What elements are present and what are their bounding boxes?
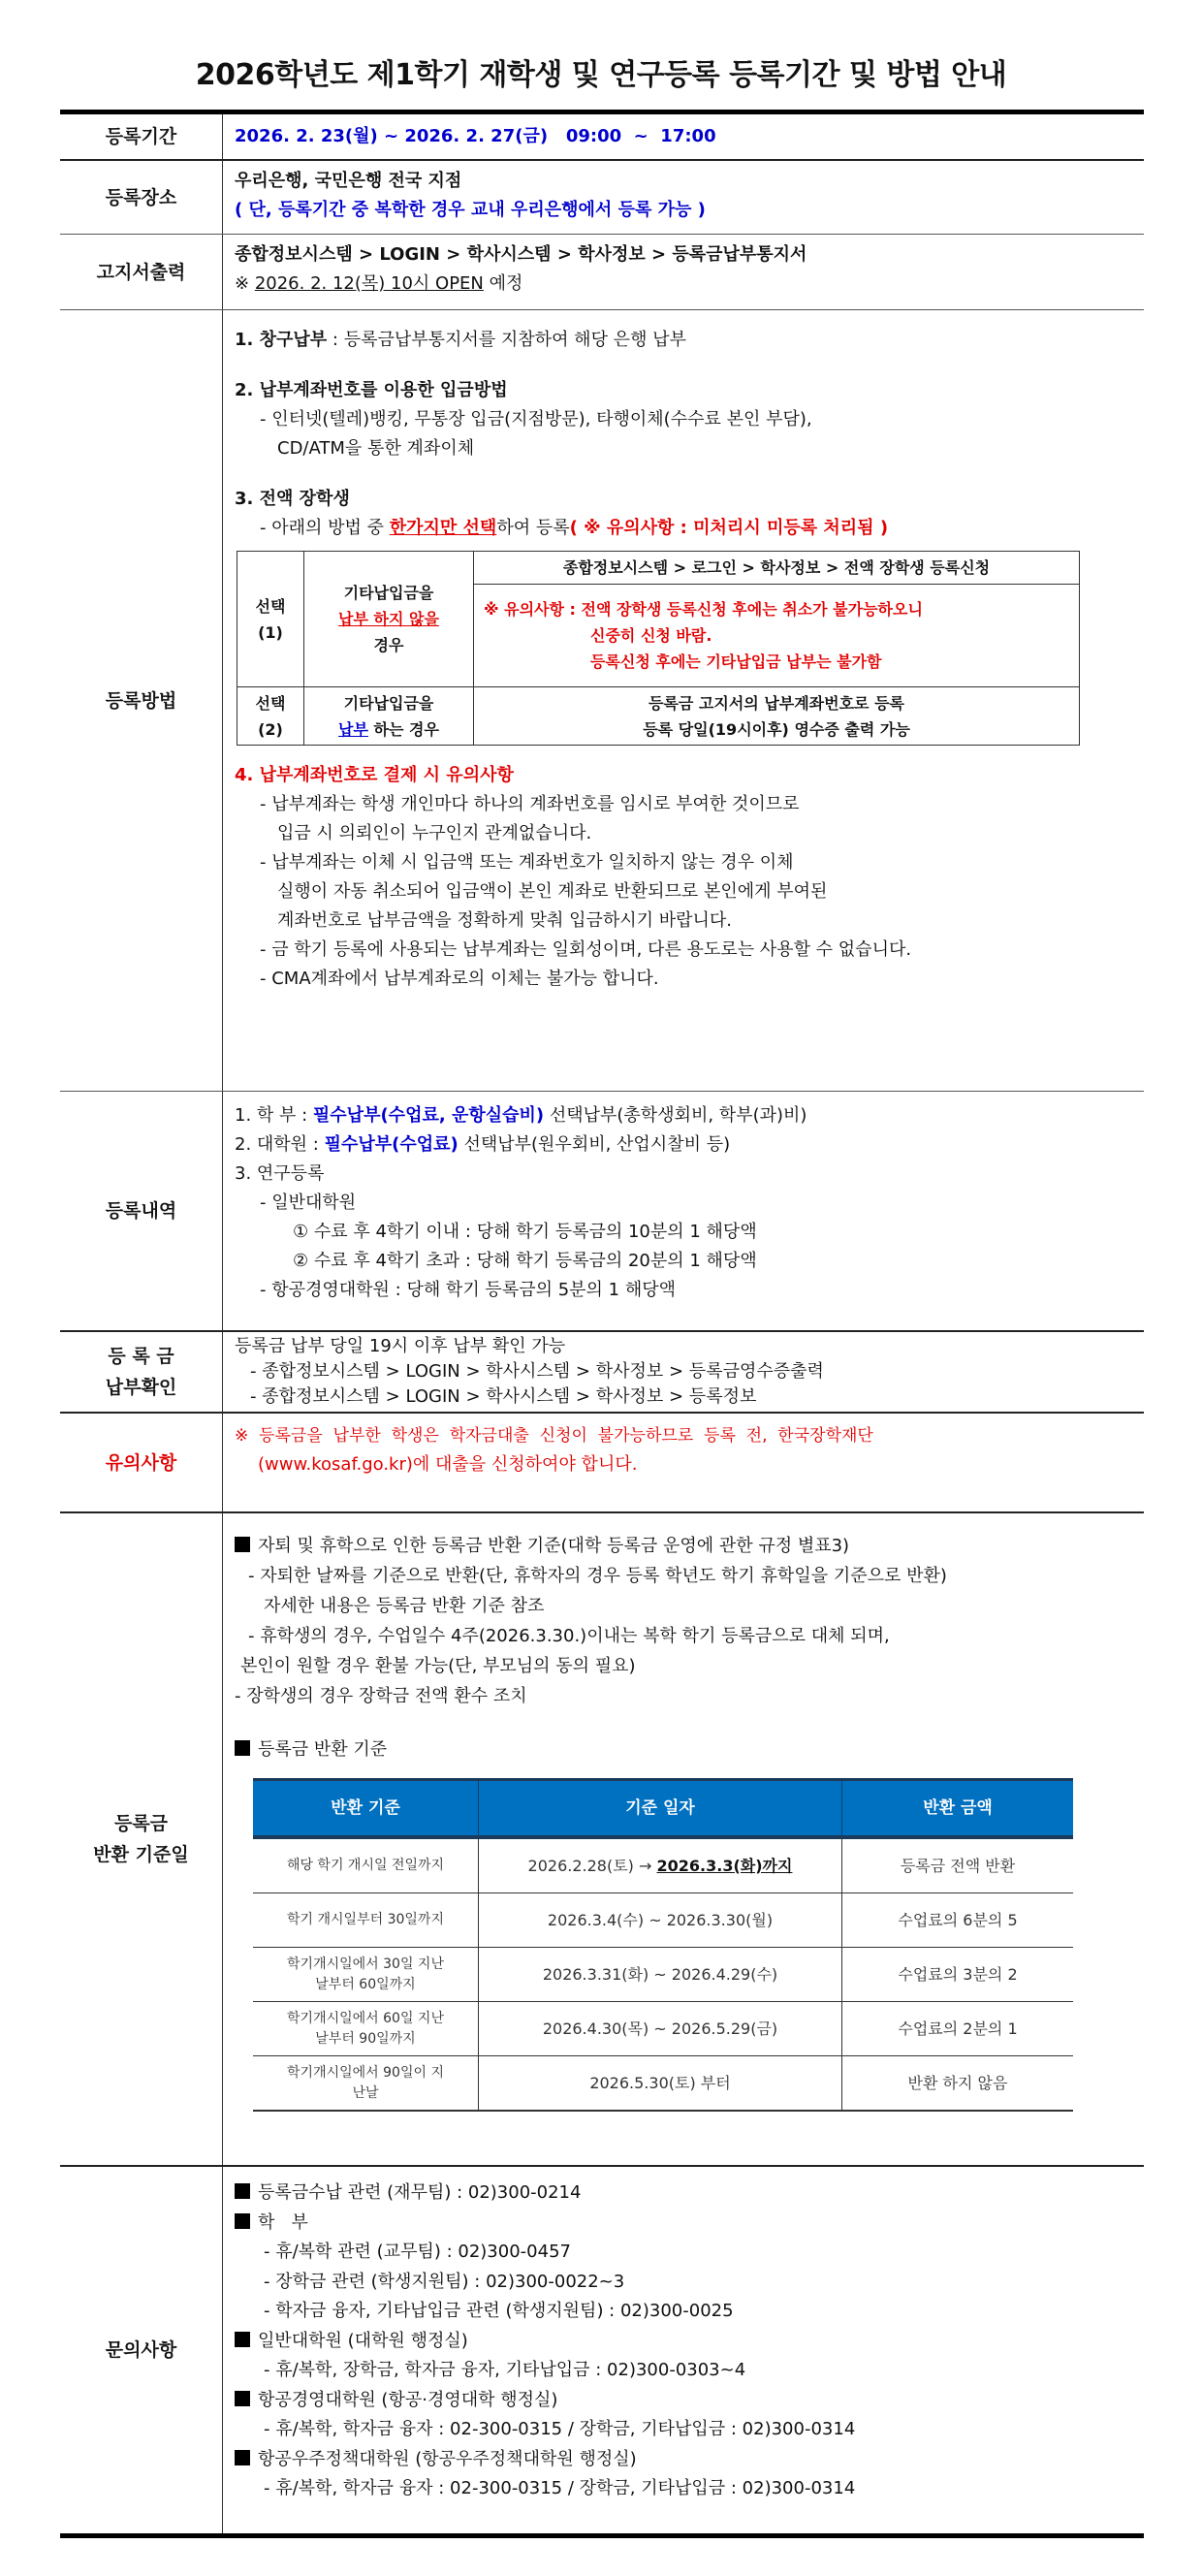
method-item3-line: - 아래의 방법 중 한가지만 선택하여 등록( ※ 유의사항 : 미처리시 미등록 처리됨 ) <box>260 518 889 538</box>
contact-item: 등록금수납 관련 (재무팀) : 02)300-0214 <box>235 2178 1144 2209</box>
refund-line: - 자퇴한 날짜를 기준으로 반환(단, 휴학자의 경우 등록 학년도 학기 휴학일을 기준으로 반환) <box>248 1566 947 1586</box>
method-item1: 1. 창구납부 : 등록금납부통지서를 지참하여 해당 은행 납부 <box>235 330 686 350</box>
method-item4-head: 4. 납부계좌번호로 결제 시 유의사항 <box>235 765 514 785</box>
row-contact <box>60 2165 1144 2533</box>
square-bullet-icon <box>235 2332 250 2347</box>
row-caution <box>60 1412 1144 1511</box>
contact-item: 항공우주정책대학원 (항공우주정책대학원 행정실) <box>235 2445 1144 2475</box>
notice-print-note: ※ 2026. 2. 12(목) 10시 OPEN 예정 <box>235 273 523 294</box>
details-line: - 일반대학원 <box>260 1193 357 1213</box>
row-place <box>60 159 1144 234</box>
method-item4-line: 입금 시 의뢰인이 누구인지 관계없습니다. <box>277 823 592 843</box>
refund-head2: 등록금 반환 기준 <box>235 1734 1144 1765</box>
confirm-line1: 등록금 납부 당일 19시 이후 납부 확인 가능 <box>235 1336 566 1356</box>
method-label: 등록방법 <box>60 310 223 1091</box>
refund-line: 본인이 원할 경우 환불 가능(단, 부모님의 동의 필요) <box>240 1656 636 1676</box>
method-item4-line: 계좌번호로 납부금액을 정확하게 맞춰 입금하시기 바랍니다. <box>277 910 733 931</box>
refund-table <box>253 1778 1073 2112</box>
confirm-label: 등 록 금 납부확인 <box>60 1332 223 1412</box>
square-bullet-icon <box>235 1740 250 1756</box>
confirm-line3: - 종합정보시스템 > LOGIN > 학사시스템 > 학사정보 > 등록정보 <box>250 1386 757 1407</box>
contact-label: 문의사항 <box>60 2167 223 2533</box>
place-line2: ( 단, 등록기간 중 복학한 경우 교내 우리은행에서 등록 가능 ) <box>235 200 706 220</box>
method-item2-head: 2. 납부계좌번호를 이용한 입금방법 <box>235 380 508 400</box>
scholarship-options-table <box>237 551 1080 746</box>
option2-condition: 기타납입금을 납부 하는 경우 <box>304 687 474 746</box>
details-line: 2. 대학원 : 필수납부(수업료) 선택납부(원우회비, 산업시찰비 등) <box>235 1134 731 1155</box>
refund-label: 등록금 반환 기준일 <box>60 1513 223 2165</box>
option1-select: 선택 (1) <box>237 552 304 687</box>
method-item4-line: - 납부계좌는 학생 개인마다 하나의 계좌번호를 임시로 부여한 것이므로 <box>260 794 800 814</box>
row-method <box>60 309 1144 1091</box>
refund-line: - 장학생의 경우 장학금 전액 환수 조치 <box>235 1686 527 1706</box>
method-item4-line: - 납부계좌는 이체 시 입금액 또는 계좌번호가 일치하지 않는 경우 이체 <box>260 852 794 873</box>
square-bullet-icon <box>235 2213 250 2229</box>
table-row: 해당 학기 개시일 전일까지 2026.2.28(토) → 2026.3.3(화)까지 등록금 전액 반환 <box>253 1837 1073 1893</box>
method-item4-line: 실행이 자동 취소되어 입금액이 본인 계좌로 반환되므로 본인에게 부여된 <box>277 881 828 902</box>
contact-item: 일반대학원 (대학원 행정실) <box>235 2327 1144 2357</box>
page-title: 2026학년도 제1학기 재학생 및 연구등록 등록기간 및 방법 안내 <box>195 58 1007 92</box>
square-bullet-icon <box>235 1537 250 1552</box>
place-label: 등록장소 <box>60 161 223 234</box>
contact-item: - 휴/복학 관련 (교무팀) : 02)300-0457 <box>264 2242 571 2262</box>
row-notice-print <box>60 234 1144 309</box>
method-item4-line: - 금 학기 등록에 사용되는 납부계좌는 일회성이며, 다른 용도로는 사용할 수 없습니다. <box>260 939 912 960</box>
row-confirm <box>60 1330 1144 1412</box>
caution-line1: ※ 등록금을 납부한 학생은 학자금대출 신청이 불가능하므로 등록 전, 한국장학재단 <box>235 1426 873 1446</box>
square-bullet-icon <box>235 2391 250 2406</box>
refund-head1: 자퇴 및 휴학으로 인한 등록금 반환 기준(대학 등록금 운영에 관한 규정 별표3) <box>235 1531 1144 1561</box>
contact-item: - 휴/복학, 학자금 융자 : 02-300-0315 / 장학금, 기타납입금 : 02)300-0314 <box>264 2419 856 2439</box>
option1-warning: ※ 유의사항 : 전액 장학생 등록신청 후에는 취소가 불가능하오니 신중히 신청 바람. 등록신청 후에는 기타납입금 납부는 불가함 <box>474 585 1080 687</box>
refund-line: - 휴학생의 경우, 수업일수 4주(2026.3.30.)이내는 복학 학기 등록금으로 대체 되며, <box>248 1626 890 1646</box>
square-bullet-icon <box>235 2450 250 2465</box>
option2-desc: 등록금 고지서의 납부계좌번호로 등록 등록 당일(19시이후) 영수증 출력 가능 <box>474 687 1080 746</box>
caution-line2: (www.kosaf.go.kr)에 대출을 신청하여야 합니다. <box>258 1454 638 1475</box>
refund-col-header: 반환 금액 <box>842 1780 1074 1838</box>
contact-item: - 휴/복학, 학자금 융자 : 02-300-0315 / 장학금, 기타납입금 : 02)300-0314 <box>264 2478 856 2498</box>
details-line: ① 수료 후 4학기 이내 : 당해 학기 등록금의 10분의 1 해당액 <box>293 1222 757 1242</box>
contact-item: - 장학금 관련 (학생지원팀) : 02)300-0022~3 <box>264 2271 625 2292</box>
method-item2-line2: CD/ATM을 통한 계좌이체 <box>277 438 475 459</box>
period-value: 2026. 2. 23(월) ~ 2026. 2. 27(금) 09:00 ~ 17:00 <box>235 126 716 146</box>
info-table <box>60 110 1144 2538</box>
confirm-line2: - 종합정보시스템 > LOGIN > 학사시스템 > 학사정보 > 등록금영수증출력 <box>250 1361 824 1382</box>
option1-condition: 기타납입금을 납부 하지 않을 경우 <box>304 552 474 687</box>
table-row: 학기개시일에서 90일이 지난날 2026.5.30(토) 부터 반환 하지 않음 <box>253 2056 1073 2112</box>
square-bullet-icon <box>235 2183 250 2199</box>
refund-col-header: 반환 기준 <box>253 1780 479 1838</box>
period-label: 등록기간 <box>60 114 223 159</box>
details-line: - 항공경영대학원 : 당해 학기 등록금의 5분의 1 해당액 <box>260 1280 676 1300</box>
row-period <box>60 114 1144 159</box>
method-item2-line1: - 인터넷(텔레)뱅킹, 무통장 입금(지점방문), 타행이체(수수료 본인 부담), <box>260 409 812 429</box>
details-line: 1. 학 부 : 필수납부(수업료, 운항실습비) 선택납부(총학생회비, 학부(과)비) <box>235 1105 807 1126</box>
notice-print-path: 종합정보시스템 > LOGIN > 학사시스템 > 학사정보 > 등록금납부통지서 <box>235 244 807 265</box>
details-line: ② 수료 후 4학기 초과 : 당해 학기 등록금의 20분의 1 해당액 <box>293 1251 757 1271</box>
option2-select: 선택 (2) <box>237 687 304 746</box>
place-line1: 우리은행, 국민은행 전국 지점 <box>235 171 462 191</box>
method-item3-head: 3. 전액 장학생 <box>235 489 350 509</box>
contact-item: - 학자금 융자, 기타납입금 관련 (학생지원팀) : 02)300-0025 <box>264 2301 734 2321</box>
refund-col-header: 기준 일자 <box>479 1780 842 1838</box>
contact-item: 항공경영대학원 (항공·경영대학 행정실) <box>235 2386 1144 2416</box>
details-line: 3. 연구등록 <box>235 1163 325 1184</box>
table-row: 학기 개시일부터 30일까지 2026.3.4(수) ~ 2026.3.30(월) 수업료의 6분의 5 <box>253 1893 1073 1948</box>
details-label: 등록내역 <box>60 1092 223 1330</box>
refund-line: 자세한 내용은 등록금 반환 기준 참조 <box>264 1596 545 1616</box>
row-details <box>60 1091 1144 1330</box>
table-row: 학기개시일에서 60일 지난날부터 90일까지 2026.4.30(목) ~ 2026.5.29(금) 수업료의 2분의 1 <box>253 2002 1073 2056</box>
contact-item: - 휴/복학, 장학금, 학자금 융자, 기타납입금 : 02)300-0303~4 <box>264 2360 746 2380</box>
caution-label: 유의사항 <box>60 1414 223 1511</box>
row-refund <box>60 1511 1144 2165</box>
option1-path: 종합정보시스템 > 로그인 > 학사정보 > 전액 장학생 등록신청 <box>474 552 1080 585</box>
contact-item: 학 부 <box>235 2209 1144 2239</box>
table-row: 학기개시일에서 30일 지난날부터 60일까지 2026.3.31(화) ~ 2026.4.29(수) 수업료의 3분의 2 <box>253 1948 1073 2002</box>
notice-print-label: 고지서출력 <box>60 235 223 309</box>
method-item4-line: - CMA계좌에서 납부계좌로의 이체는 불가능 합니다. <box>260 969 659 989</box>
